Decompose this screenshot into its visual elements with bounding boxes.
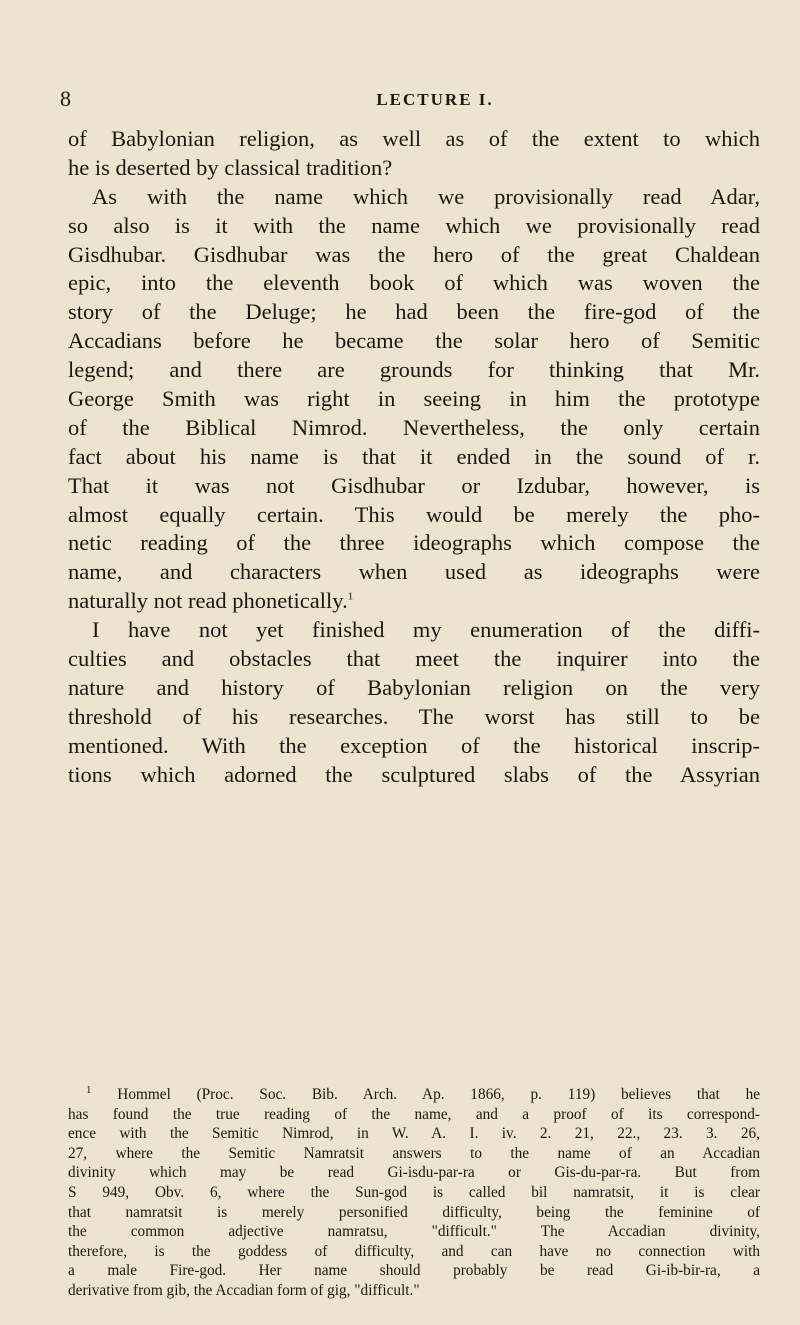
footnote-line-with-marker: [68, 1085, 760, 1105]
footnote-block: [68, 1085, 760, 1301]
body-line: of the Biblical Nimrod. Nevertheless, the only certain: [68, 414, 760, 440]
body-line: mentioned. With the exception of the historical inscrip-: [68, 732, 760, 758]
footnote-line: has found the true reading of the name, and a proof of its correspond-: [68, 1105, 760, 1123]
footnote-line: that namratsit is merely personified difficulty, being the feminine of: [68, 1203, 760, 1221]
body-line: culties and obstacles that meet the inquirer into the: [68, 646, 760, 672]
body-line: fact about his name is that it ended in the sound of r.: [68, 443, 760, 469]
body-line: almost equally certain. This would be merely the pho-: [68, 501, 760, 527]
body-line: Accadians before he became the solar hero of Semitic: [68, 328, 760, 354]
footnote-line: therefore, is the goddess of difficulty, and can have no connection with: [68, 1242, 760, 1260]
running-head-title: LECTURE I.: [376, 90, 494, 109]
body-line: That it was not Gisdhubar or Izdubar, however, is: [68, 472, 760, 498]
body-line: threshold of his researches. The worst has still to be: [68, 703, 760, 729]
footnote-marker: 1: [86, 1083, 92, 1096]
body-line: As with the name which we provisionally read Adar,: [92, 183, 760, 209]
footnote-line: 27, where the Semitic Namratsit answers to the name of an Accadian: [68, 1144, 760, 1162]
body-line: name, and characters when used as ideographs were: [68, 559, 760, 585]
footnote-line: a male Fire-god. Her name should probably be read Gi-ib-bir-ra, a: [68, 1262, 760, 1280]
body-line-text: naturally not read phonetically.: [68, 588, 348, 614]
footnote-line: ence with the Semitic Nimrod, in W. A. I. iv. 2. 21, 22., 23. 3. 26,: [68, 1125, 760, 1143]
body-line: George Smith was right in seeing in him the prototype: [68, 386, 760, 412]
body-line: of Babylonian religion, as well as of the extent to which: [68, 126, 760, 151]
body-line: I have not yet finished my enumeration of the diffi-: [92, 617, 760, 643]
footnote-line: the common adjective namratsu, "difficult." The Accadian divinity,: [68, 1223, 760, 1241]
footnote-reference: 1: [347, 590, 354, 603]
body-line: epic, into the eleventh book of which was woven the: [68, 270, 760, 296]
body-line: nature and history of Babylonian religion on the very: [68, 674, 760, 700]
body-line: he is deserted by classical tradition?: [68, 154, 393, 180]
running-head: [60, 86, 770, 116]
body-line-with-footnote-ref: [68, 587, 760, 616]
page-number: 8: [60, 86, 71, 111]
body-line: legend; and there are grounds for thinking that Mr.: [68, 357, 760, 383]
footnote-text: Hommel (Proc. Soc. Bib. Arch. Ap. 1866, p. 119) believes that he: [117, 1086, 761, 1103]
body-text: [68, 125, 760, 789]
footnote-line: derivative from gib, the Accadian form of gig, "difficult.": [68, 1281, 420, 1299]
footnote-line: S 949, Obv. 6, where the Sun-god is called bil namratsit, it is clear: [68, 1183, 760, 1201]
footnote-line: divinity which may be read Gi-isdu-par-ra or Gis-du-par-ra. But from: [68, 1164, 760, 1182]
body-line: Gisdhubar. Gisdhubar was the hero of the great Chaldean: [68, 241, 760, 267]
body-line: netic reading of the three ideographs which compose the: [68, 530, 760, 556]
body-line: tions which adorned the sculptured slabs of the Assyrian: [68, 761, 760, 787]
body-line: so also is it with the name which we provisionally read: [68, 212, 760, 238]
body-line: story of the Deluge; he had been the fire-god of the: [68, 299, 760, 325]
